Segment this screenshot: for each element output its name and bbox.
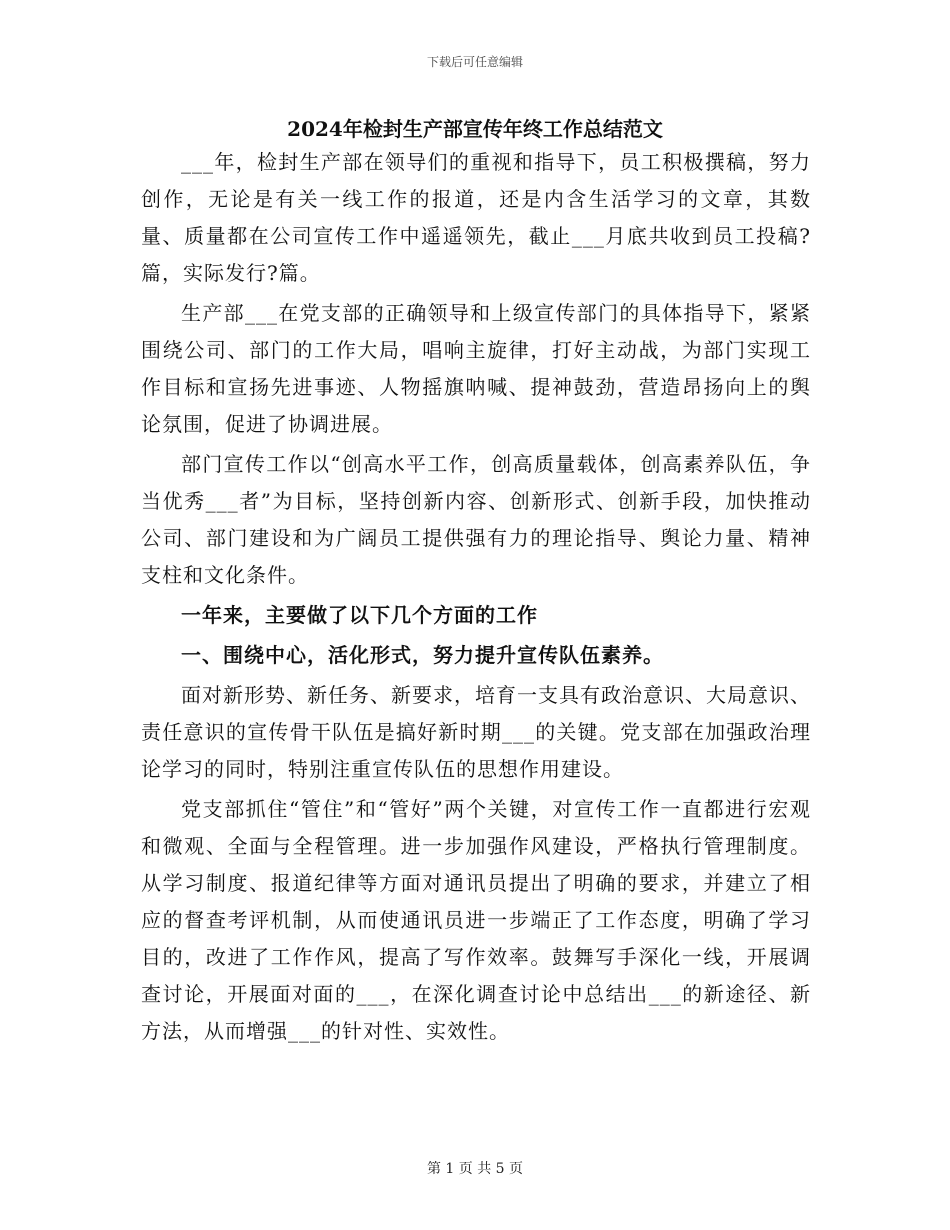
paragraph-intro: ___年，检封生产部在领导们的重视和指导下，员工积极撰稿，努力创作，无论是有关一线工作的报道，还是内含生活学习的文章，其数量、质量都在公司宣传工作中遥遥领先，截止___月底共收到员工投稿?篇，实际发行?篇。 xyxy=(141,150,811,285)
page-header-note: 下载后可任意编辑 xyxy=(426,55,523,69)
section-heading-summary: 一年来，主要做了以下几个方面的工作 xyxy=(181,603,538,627)
page-number: 第 1 页 共 5 页 xyxy=(426,1161,524,1177)
document-title: 2024年检封生产部宣传年终工作总结范文 xyxy=(287,117,663,141)
paragraph-management: 党支部抓住“管住”和“管好”两个关键，对宣传工作一直都进行宏观和微观、全面与全程管理。进一步加强作风建设，严格执行管理制度。从学习制度、报道纪律等方面对通讯员提出了明确的要求，并建立了相应的督查考评机制，从而使通讯员进一步端正了工作态度，明确了学习目的，改进了工作作风，提高了写作效率。鼓舞写手深化一线，开展调查讨论，开展面对面的___，在深化调查讨论中总结出___的新途径、新方法，从而增强___的针对性、实效性。 xyxy=(141,797,811,1043)
section-heading-one: 一、围绕中心，活化形式，努力提升宣传队伍素养。 xyxy=(181,643,664,667)
paragraph-party-leadership: 生产部___在党支部的正确领导和上级宣传部门的具体指导下，紧紧围绕公司、部门的工作大局，唱响主旋律，打好主动战，为部门实现工作目标和宣扬先进事迹、人物摇旗呐喊、提神鼓劲，营造昂扬向上的舆论氛围，促进了协调进展。 xyxy=(141,301,811,436)
paragraph-goals: 部门宣传工作以“创高水平工作，创高质量载体，创高素养队伍，争当优秀___者”为目标，坚持创新内容、创新形式、创新手段，加快推动公司、部门建设和为广阔员工提供强有力的理论指导、舆论力量、精神支柱和文化条件。 xyxy=(141,452,811,587)
document-body xyxy=(141,144,811,1053)
paragraph-team-building: 面对新形势、新任务、新要求，培育一支具有政治意识、大局意识、责任意识的宣传骨干队伍是搞好新时期___的关键。党支部在加强政治理论学习的同时，特别注重宣传队伍的思想作用建设。 xyxy=(141,683,811,781)
